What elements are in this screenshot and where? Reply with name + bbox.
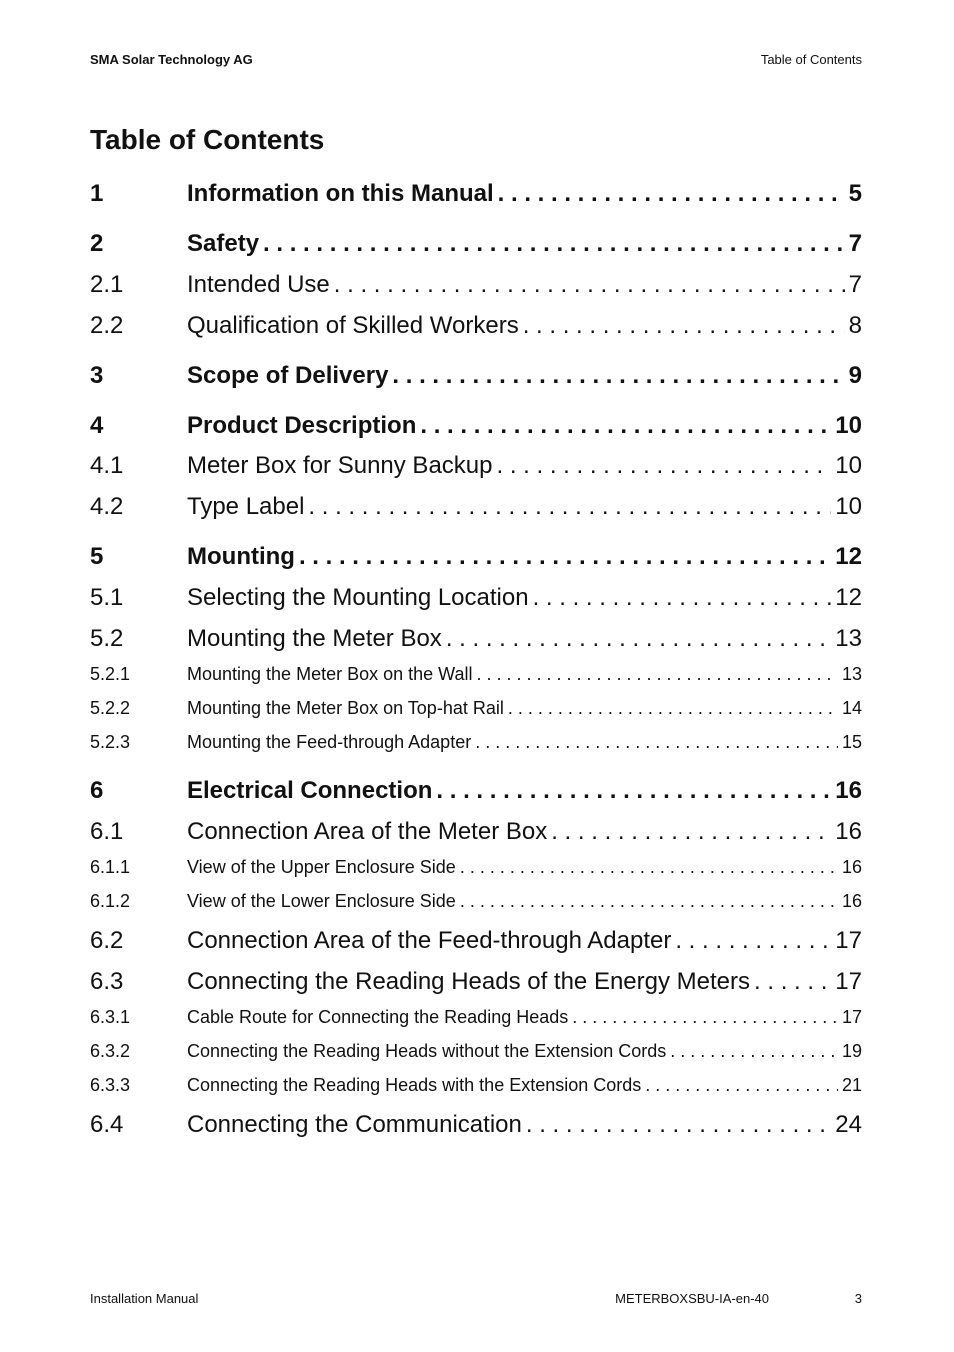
toc-entry-title: Connection Area of the Meter Box — [187, 818, 548, 845]
toc-entry-title: View of the Lower Enclosure Side — [187, 891, 456, 911]
toc-entry-title: View of the Upper Enclosure Side — [187, 857, 456, 877]
toc-entry[interactable] — [90, 927, 862, 955]
toc-entry[interactable] — [90, 732, 862, 753]
toc-entry-number: 6.1.2 — [90, 891, 131, 911]
toc-entry-title: Cable Route for Connecting the Reading Heads — [187, 1007, 569, 1027]
toc-entry-number: 6.4 — [90, 1111, 124, 1138]
toc-entry-page: 14 — [841, 698, 862, 718]
toc-entry[interactable] — [90, 312, 862, 340]
toc-entry-page: 15 — [841, 732, 862, 752]
toc-entry-number: 5.2.3 — [90, 732, 131, 752]
toc-entry[interactable] — [90, 230, 862, 258]
toc-entry[interactable] — [90, 664, 862, 685]
toc-entry[interactable] — [90, 698, 862, 719]
toc-dot-leader — [308, 493, 831, 521]
toc-dot-leader — [572, 1007, 838, 1028]
toc-dot-leader — [551, 818, 831, 846]
toc-entry-page: 7 — [848, 230, 862, 257]
toc-entry[interactable] — [90, 362, 862, 390]
toc-dot-leader — [523, 312, 845, 340]
toc-entry-title: Mounting — [187, 543, 295, 570]
toc-dot-leader — [670, 1041, 838, 1062]
toc-entry-page: 13 — [835, 625, 862, 652]
toc-dot-leader — [496, 452, 831, 480]
toc-dot-leader — [392, 362, 844, 390]
toc-entry-title: Mounting the Feed-through Adapter — [187, 732, 472, 752]
toc-dot-leader — [675, 927, 831, 955]
toc-entry-title: Product Description — [187, 412, 417, 439]
toc-entry[interactable] — [90, 1075, 862, 1096]
toc-entry[interactable] — [90, 777, 862, 805]
toc-entry-page: 12 — [835, 584, 862, 611]
toc-dot-leader — [460, 857, 838, 878]
toc-entry-title: Mounting the Meter Box on the Wall — [187, 664, 473, 684]
toc-entry[interactable] — [90, 1041, 862, 1062]
toc-entry-number: 6.2 — [90, 927, 124, 954]
toc-dot-leader — [645, 1075, 838, 1096]
toc-entry-title: Intended Use — [187, 271, 330, 298]
toc-dot-leader — [475, 732, 838, 753]
toc-dot-leader — [508, 698, 838, 719]
toc-dot-leader — [420, 412, 831, 440]
toc-entry-page: 12 — [835, 543, 862, 570]
toc-entry-title: Connecting the Communication — [187, 1111, 522, 1138]
toc-entry[interactable] — [90, 857, 862, 878]
toc-entry-title: Mounting the Meter Box on Top-hat Rail — [187, 698, 504, 718]
toc-dot-leader — [533, 584, 832, 612]
page-footer — [90, 1291, 862, 1311]
toc-entry[interactable] — [90, 543, 862, 571]
toc-entry-page: 16 — [835, 777, 862, 804]
toc-entry-number: 5.2 — [90, 625, 124, 652]
toc-entry[interactable] — [90, 968, 862, 996]
toc-dot-leader — [334, 271, 845, 299]
toc-entry-title: Safety — [187, 230, 260, 257]
toc-entry-page: 17 — [841, 1007, 862, 1027]
toc-dot-leader — [526, 1111, 831, 1139]
toc-entry-page: 13 — [841, 664, 862, 684]
page-title: Table of Contents — [90, 124, 325, 155]
toc-entry-number: 3 — [90, 362, 104, 389]
toc-dot-leader — [446, 625, 831, 653]
toc-dot-leader — [460, 891, 838, 912]
toc-entry-number: 6.3.3 — [90, 1075, 131, 1095]
toc-entry[interactable] — [90, 493, 862, 521]
toc-dot-leader — [299, 543, 831, 571]
toc-entry-number: 5.2.2 — [90, 698, 131, 718]
toc-entry-page: 16 — [841, 891, 862, 911]
toc-entry-number: 5.1 — [90, 584, 124, 611]
toc-dot-leader — [754, 968, 831, 996]
toc-entry-page: 21 — [841, 1075, 862, 1095]
toc-entry-page: 10 — [835, 493, 862, 520]
toc-dot-leader — [476, 664, 837, 685]
toc-entry-number: 4 — [90, 412, 104, 439]
toc-entry[interactable] — [90, 271, 862, 299]
toc-entry-page: 17 — [835, 968, 862, 995]
header-section: Table of Contents — [760, 51, 862, 67]
toc-entry-number: 6.3 — [90, 968, 124, 995]
toc-entry[interactable] — [90, 1007, 862, 1028]
toc-entry-page: 16 — [835, 818, 862, 845]
toc-entry-page: 16 — [841, 857, 862, 877]
toc-entry-number: 5.2.1 — [90, 664, 131, 684]
toc-entry-number: 6.3.2 — [90, 1041, 131, 1061]
toc-entry-title: Selecting the Mounting Location — [187, 584, 529, 611]
company-name: SMA Solar Technology AG — [90, 51, 253, 67]
toc-entry-title: Meter Box for Sunny Backup — [187, 452, 493, 479]
toc-entry-page: 5 — [848, 180, 862, 207]
toc-entry-page: 9 — [848, 362, 862, 389]
toc-entry-number: 6 — [90, 777, 104, 804]
toc-entry-number: 4.2 — [90, 493, 124, 520]
toc-entry[interactable] — [90, 412, 862, 440]
toc-entry-page: 10 — [835, 452, 862, 479]
toc-entry-number: 4.1 — [90, 452, 124, 479]
toc-dot-leader — [436, 777, 831, 805]
toc-entry-number: 2 — [90, 230, 104, 257]
toc-entry[interactable] — [90, 818, 862, 846]
toc-entry-title: Type Label — [187, 493, 305, 520]
toc-entry-title: Information on this Manual — [187, 180, 494, 207]
toc-entry-number: 6.1.1 — [90, 857, 131, 877]
toc-entry-number: 6.3.1 — [90, 1007, 131, 1027]
toc-entry-page: 7 — [848, 271, 862, 298]
toc-entry-number: 2.2 — [90, 312, 124, 339]
toc-entry[interactable] — [90, 625, 862, 653]
toc-entry-page: 19 — [841, 1041, 862, 1061]
toc-entry-title: Electrical Connection — [187, 777, 433, 804]
toc-entry-page: 8 — [848, 312, 862, 339]
toc-entry-title: Qualification of Skilled Workers — [187, 312, 519, 339]
toc-entry-number: 1 — [90, 180, 104, 207]
toc-dot-leader — [263, 230, 845, 258]
toc-dot-leader — [498, 180, 845, 208]
toc-entry-title: Connecting the Reading Heads with the Extension Cords — [187, 1075, 642, 1095]
footer-doc-id: METERBOXSBU-IA-en-40 — [615, 1291, 769, 1306]
footer-manual: Installation Manual — [90, 1291, 199, 1306]
toc-entry-page: 24 — [835, 1111, 862, 1138]
toc-entry[interactable] — [90, 452, 862, 480]
toc-entry-number: 5 — [90, 543, 104, 570]
toc-entry-title: Connection Area of the Feed-through Adapter — [187, 927, 672, 954]
toc-entry[interactable] — [90, 584, 862, 612]
toc-entry[interactable] — [90, 891, 862, 912]
toc-entry-number: 2.1 — [90, 271, 124, 298]
footer-page-number: 3 — [854, 1291, 862, 1306]
toc-entry[interactable] — [90, 1111, 862, 1139]
toc-entry-number: 6.1 — [90, 818, 124, 845]
toc-entry-page: 10 — [835, 412, 862, 439]
toc-entry[interactable] — [90, 180, 862, 208]
toc-entry-title: Scope of Delivery — [187, 362, 389, 389]
toc-entry-title: Connecting the Reading Heads without the Extension Cords — [187, 1041, 667, 1061]
toc-entry-title: Mounting the Meter Box — [187, 625, 442, 652]
toc-entry-page: 17 — [835, 927, 862, 954]
toc-entry-title: Connecting the Reading Heads of the Energy Meters — [187, 968, 751, 995]
